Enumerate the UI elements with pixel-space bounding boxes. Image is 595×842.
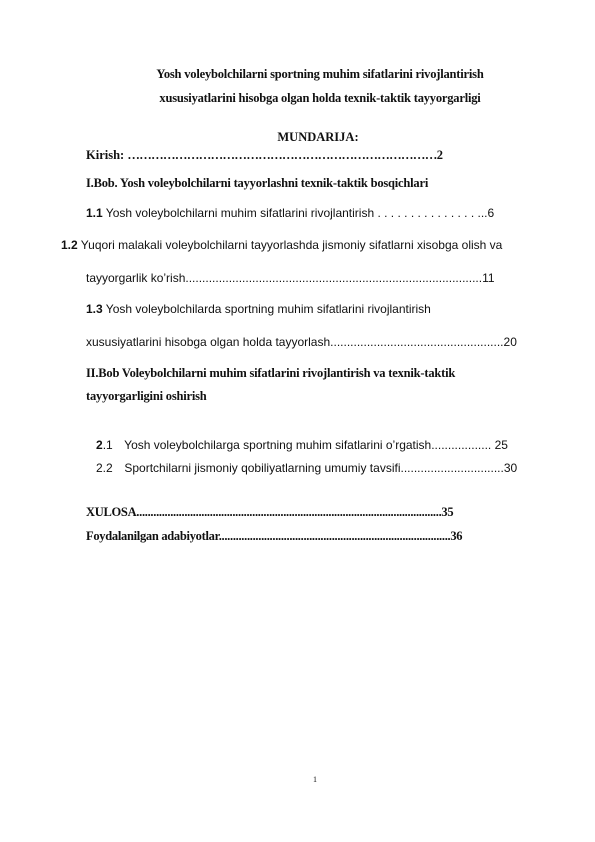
toc-intro-leader: ……………………………………………………………………: [127, 148, 437, 162]
contents-heading: MUNDARIJA:: [277, 130, 359, 144]
toc-2-2-number: 2.2: [96, 461, 113, 475]
document-title-line-2: xususiyatlarini hisobga olgan holda texnik-taktik tayyorgarligi: [159, 91, 481, 105]
toc-2-2-text: Sportchilarni jismoniy qobiliyatlarning umumiy tavsifi...............................30: [124, 461, 518, 475]
toc-1-3-text-a: Yosh voleybolchilarda sportning muhim sifatlarini rivojlantirish: [102, 302, 431, 316]
toc-entry-1-2[interactable]: [61, 238, 502, 252]
toc-1-2-number: 1.2: [61, 238, 78, 252]
toc-entry-1-3[interactable]: [86, 302, 431, 316]
toc-entry-2-2[interactable]: [96, 461, 517, 475]
toc-2-1-text: Yosh voleybolchilarga sportning muhim sifatlarini o’rgatish.................. 25: [124, 438, 508, 452]
toc-1-2-text-a: Yuqori malakali voleybolchilarni tayyorlashda jismoniy sifatlarni xisobga olish va: [77, 238, 503, 252]
toc-2-1-number-major: 2: [96, 438, 103, 452]
toc-entry-2-1[interactable]: [96, 438, 508, 452]
page-number: 1: [313, 775, 317, 784]
toc-1-1-text: Yosh voleybolchilarni muhim sifatlarini rivojlantirish . . . . . . . . . . . . . . . ...6: [102, 206, 495, 220]
toc-2-1-number-minor: .1: [102, 438, 113, 452]
toc-entry-1-2-continued[interactable]: tayyorgarlik ko’rish.........................................................................................11: [86, 271, 495, 285]
toc-intro-label: Kirish:: [86, 148, 125, 162]
toc-chapter-1-title[interactable]: I.Bob. Yosh voleybolchilarni tayyorlashni texnik-taktik bosqichlari: [86, 176, 429, 190]
toc-chapter-2-title-line-2[interactable]: tayyorgarligini oshirish: [86, 389, 207, 403]
toc-entry-1-3-continued[interactable]: xususiyatlarini hisobga olgan holda tayyorlash....................................................20: [86, 335, 517, 349]
toc-entry-1-1[interactable]: [86, 206, 494, 220]
toc-entry-references[interactable]: Foydalanilgan adabiyotlar..................................................................................36: [86, 529, 463, 543]
toc-1-3-number: 1.3: [86, 302, 103, 316]
toc-intro-page: 2: [436, 148, 443, 162]
toc-1-1-number: 1.1: [86, 206, 103, 220]
toc-entry-conclusion[interactable]: XULOSA............................................................................................................35: [86, 505, 454, 519]
toc-entry-intro[interactable]: [86, 148, 443, 163]
toc-chapter-2-title-line-1[interactable]: II.Bob Voleybolchilarni muhim sifatlarini rivojlantirish va texnik-taktik: [86, 366, 456, 380]
document-title-line-1: Yosh voleybolchilarni sportning muhim sifatlarini rivojlantirish: [156, 67, 484, 81]
